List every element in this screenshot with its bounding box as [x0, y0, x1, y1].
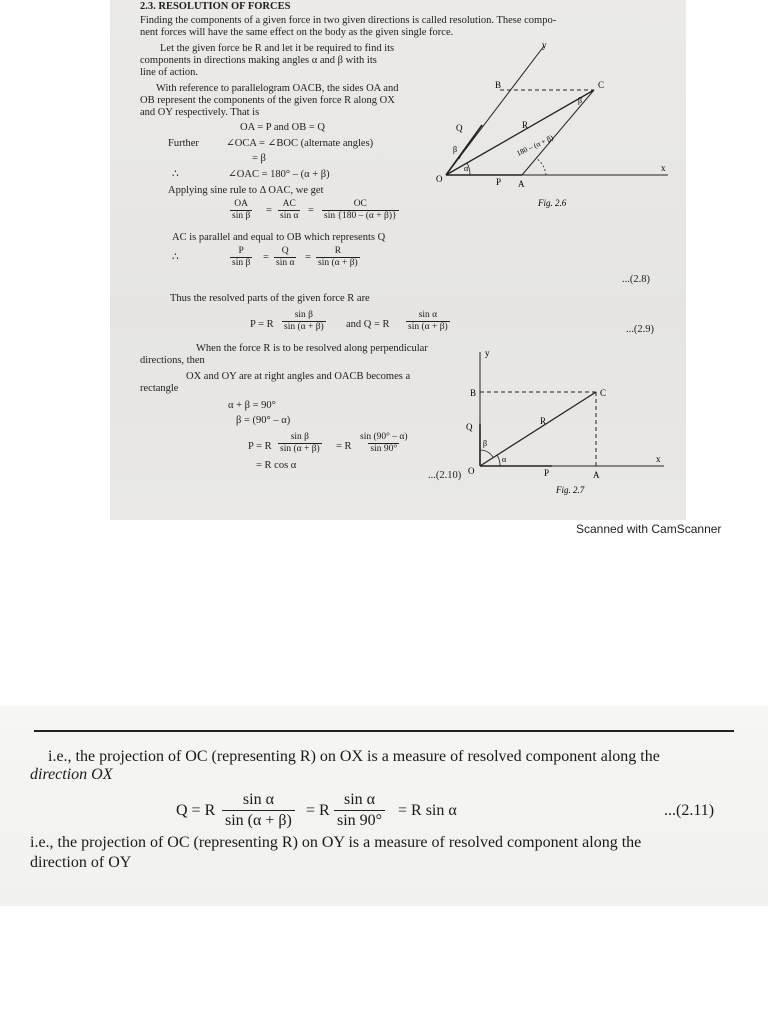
denominator: sin β	[232, 258, 251, 268]
label-beta: β	[453, 145, 458, 154]
fraction	[222, 790, 295, 831]
equation: Q = R	[176, 802, 216, 819]
label-b: B	[495, 80, 502, 90]
text-line: Thus the resolved parts of the given force R are	[170, 293, 370, 304]
equation: = R	[336, 441, 352, 452]
label-alpha: α	[464, 164, 469, 173]
text-line: Let the given force be R and let it be required to find its	[160, 43, 395, 54]
text-line: rectangle	[140, 383, 179, 394]
equation: = R	[306, 802, 330, 819]
text-line: i.e., the projection of OC (representing R) on OY is a measure of resolved component along the	[30, 834, 642, 851]
label-a: A	[593, 470, 600, 480]
fraction	[358, 432, 410, 455]
label-q: Q	[466, 422, 473, 432]
equals-sign: =	[308, 205, 314, 216]
alpha-arc	[497, 455, 500, 466]
equation-number: ...(2.8)	[622, 274, 650, 285]
text-line: directions, then	[140, 355, 205, 366]
equals-sign: =	[305, 252, 311, 263]
figure-2-6	[436, 38, 670, 218]
equation: ∠OCA = ∠BOC (alternate angles)	[226, 138, 374, 149]
denominator: sin (α + β)	[408, 322, 448, 332]
label-x: x	[656, 454, 661, 464]
label-q: Q	[456, 123, 463, 133]
equation: OA = P and OB = Q	[240, 122, 325, 133]
label-alpha: α	[502, 455, 507, 464]
equation-number: ...(2.9)	[626, 324, 654, 335]
label-p: P	[496, 177, 502, 187]
equation: P = R	[250, 319, 274, 330]
camscanner-watermark: Scanned with CamScanner	[576, 522, 722, 536]
numerator: sin β	[294, 310, 313, 320]
text-line: With reference to parallelogram OACB, the sides OA and	[156, 83, 399, 94]
label-c: C	[598, 80, 605, 90]
angle-arc	[536, 158, 546, 175]
fraction	[278, 199, 300, 222]
fraction	[322, 199, 399, 222]
numerator: P	[238, 246, 244, 256]
label-r: R	[522, 120, 529, 130]
fraction	[278, 432, 322, 455]
numerator: sin α	[344, 791, 376, 808]
equation-number: ...(2.10)	[428, 470, 462, 481]
side-ac	[522, 90, 594, 175]
denominator: sin α	[280, 211, 299, 221]
beta-arc	[480, 450, 493, 457]
fraction	[230, 199, 252, 222]
label-a: A	[518, 179, 525, 189]
numerator: AC	[282, 199, 296, 209]
intro-line: nent forces will have the same effect on the body as the given single force.	[140, 27, 454, 38]
equation: = R cos α	[256, 460, 297, 471]
equals-sign: =	[266, 205, 272, 216]
numerator: sin (90° – α)	[360, 432, 408, 442]
label-r: R	[540, 416, 547, 426]
label-b: B	[470, 388, 477, 398]
intro-line: Finding the components of a given force in two given directions is called resolution. These compo-	[140, 15, 557, 26]
denominator: sin (α + β)	[284, 322, 324, 332]
label-beta: β	[483, 439, 488, 448]
label-angle: 180 – (α + β)	[515, 132, 555, 158]
numerator: sin α	[418, 310, 438, 320]
denominator: sin (α + β)	[318, 258, 358, 268]
fraction	[282, 310, 326, 333]
fraction	[334, 790, 385, 831]
text-line: direction OX	[30, 766, 113, 783]
fig-caption: Fig. 2.6	[538, 198, 567, 208]
label-y: y	[542, 40, 547, 50]
text-line: OB represent the components of the given force R along OX	[140, 95, 395, 106]
text-line: components in directions making angles α and β with its	[140, 55, 377, 66]
figure-2-7	[460, 346, 670, 498]
therefore-symbol: ∴	[172, 169, 179, 180]
equals-sign: =	[263, 252, 269, 263]
second-page-excerpt	[0, 706, 768, 906]
denominator: sin (α + β)	[280, 444, 320, 454]
denominator: sin 90°	[334, 810, 385, 831]
equation-number: ...(2.11)	[664, 802, 715, 819]
denominator: sin (α + β)	[222, 810, 295, 831]
therefore-symbol: ∴	[172, 252, 179, 263]
denominator: sin {180 – (α + β)}	[324, 211, 397, 221]
label-beta-c: β	[578, 96, 583, 105]
equation: α + β = 90°	[228, 400, 276, 411]
equation: ∠OAC = 180° – (α + β)	[228, 169, 330, 180]
label-y: y	[485, 348, 490, 358]
numerator: OC	[353, 199, 367, 209]
label-p: P	[544, 468, 550, 478]
text-line: OX and OY are at right angles and OACB becomes a	[186, 371, 411, 382]
text-line: and OY respectively. That is	[140, 107, 260, 118]
numerator: Q	[281, 246, 289, 256]
numerator: sin α	[242, 791, 274, 808]
text-line: AC is parallel and equal to OB which represents Q	[172, 232, 386, 243]
numerator: sin β	[290, 432, 309, 442]
further-label: Further	[168, 138, 199, 149]
denominator: sin β	[232, 211, 251, 221]
section-heading: 2.3. RESOLUTION OF FORCES	[140, 1, 291, 12]
fraction	[230, 246, 252, 269]
text-line: line of action.	[140, 67, 199, 78]
scanned-page	[110, 0, 686, 520]
label-o: O	[468, 466, 475, 476]
fig-caption: Fig. 2.7	[556, 485, 585, 495]
denominator: sin α	[276, 258, 295, 268]
text-line: Applying sine rule to Δ OAC, we get	[168, 185, 324, 196]
equation: and Q = R	[346, 319, 390, 330]
resultant-r-vector	[446, 90, 594, 175]
text-line: direction of OY	[30, 854, 132, 871]
fraction	[406, 310, 450, 333]
label-o: O	[436, 174, 443, 184]
equation: = β	[252, 153, 266, 164]
numerator: R	[334, 246, 342, 256]
text-line: When the force R is to be resolved along perpendicular	[196, 343, 428, 354]
equation: = R sin α	[398, 802, 457, 819]
fraction	[274, 246, 296, 269]
equation: β = (90° – α)	[236, 415, 291, 426]
fraction	[316, 246, 360, 269]
horizontal-rule	[34, 730, 734, 732]
equation: P = R	[248, 441, 272, 452]
label-c: C	[600, 388, 607, 398]
label-x: x	[661, 163, 666, 173]
numerator: OA	[234, 199, 249, 209]
denominator: sin 90°	[370, 444, 398, 454]
text-line: i.e., the projection of OC (representing R) on OX is a measure of resolved component along the	[48, 748, 660, 765]
